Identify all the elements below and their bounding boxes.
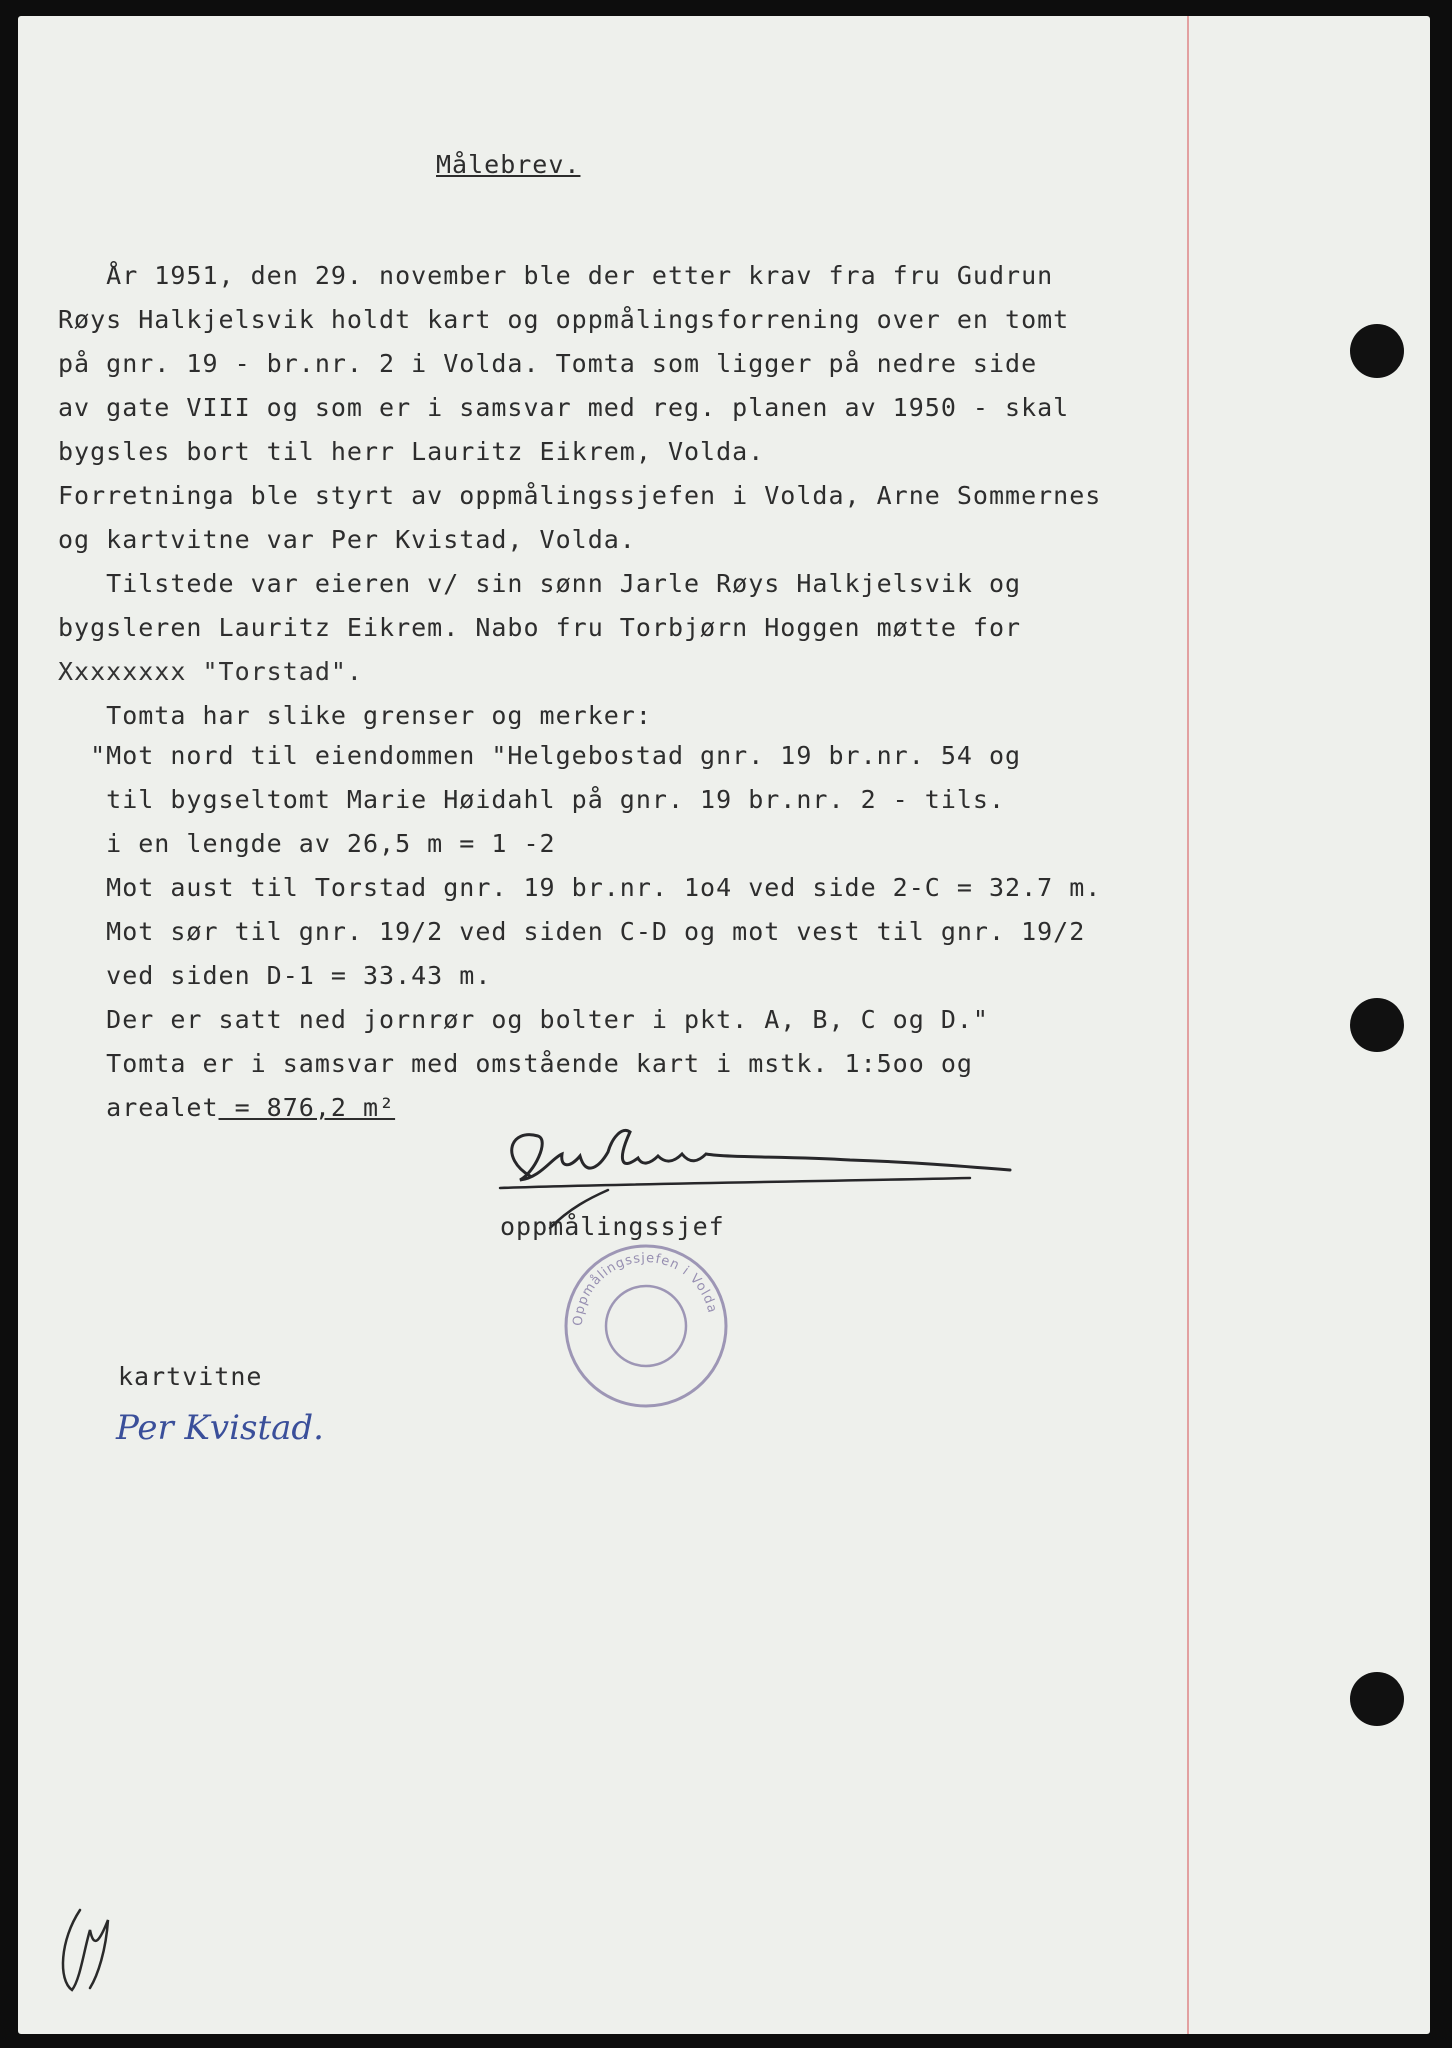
punch-hole	[1350, 324, 1404, 378]
document-title: Målebrev.	[436, 150, 581, 179]
text-line: av gate VIII og som er i samsvar med reg. planen av 1950 - skal	[58, 393, 1070, 422]
red-margin-line	[1187, 16, 1189, 2034]
text-line: Forretninga ble styrt av oppmålingssjefen i Volda, Arne Sommernes	[58, 481, 1102, 510]
text-line: og kartvitne var Per Kvistad, Volda.	[58, 525, 636, 554]
svg-text:Oppmålingssjefen i Volda	[571, 1251, 720, 1327]
area-label: arealet	[58, 1093, 219, 1122]
signature-title: oppmålingssjef	[500, 1212, 725, 1241]
text-line: bygsles bort til herr Lauritz Eikrem, Volda.	[58, 437, 765, 466]
text-line: bygsleren Lauritz Eikrem. Nabo fru Torbjørn Hoggen møtte for	[58, 613, 1022, 642]
text-line: Røys Halkjelsvik holdt kart og oppmålingsforrening over en tomt	[58, 305, 1070, 334]
text-line: Mot sør til gnr. 19/2 ved siden C-D og mot vest til gnr. 19/2	[58, 917, 1086, 946]
area-value: = 876,2 m²	[218, 1093, 396, 1122]
initials-mark	[50, 1880, 130, 2000]
witness-label: kartvitne	[118, 1362, 263, 1391]
text-line-area	[58, 1093, 395, 1122]
official-stamp	[560, 1240, 732, 1412]
text-line: Mot aust til Torstad gnr. 19 br.nr. 1o4 ved side 2-C = 32.7 m.	[58, 873, 1102, 902]
text-line: År 1951, den 29. november ble der etter krav fra fru Gudrun	[58, 261, 1054, 290]
text-line: Xxxxxxxx "Torstad".	[58, 657, 363, 686]
text-line: på gnr. 19 - br.nr. 2 i Volda. Tomta som ligger på nedre side	[58, 349, 1038, 378]
text-line: Tomta har slike grenser og merker:	[58, 701, 652, 730]
text-line: Tilstede var eieren v/ sin sønn Jarle Røys Halkjelsvik og	[58, 569, 1022, 598]
text-line: i en lengde av 26,5 m = 1 -2	[58, 829, 556, 858]
text-line: "Mot nord til eiendommen "Helgebostad gnr. 19 br.nr. 54 og	[58, 741, 1022, 770]
text-line: Der er satt ned jornrør og bolter i pkt. A, B, C og D."	[58, 1005, 989, 1034]
stamp-text: Oppmålingssjefen i Volda	[570, 1250, 720, 1327]
witness-signature: Per Kvistad.	[116, 1408, 324, 1448]
text-line: til bygseltomt Marie Høidahl på gnr. 19 br.nr. 2 - tils.	[58, 785, 1006, 814]
punch-hole	[1350, 998, 1404, 1052]
punch-hole	[1350, 1672, 1404, 1726]
text-line: Tomta er i samsvar med omstående kart i mstk. 1:5oo og	[58, 1049, 973, 1078]
text-line: ved siden D-1 = 33.43 m.	[58, 961, 492, 990]
